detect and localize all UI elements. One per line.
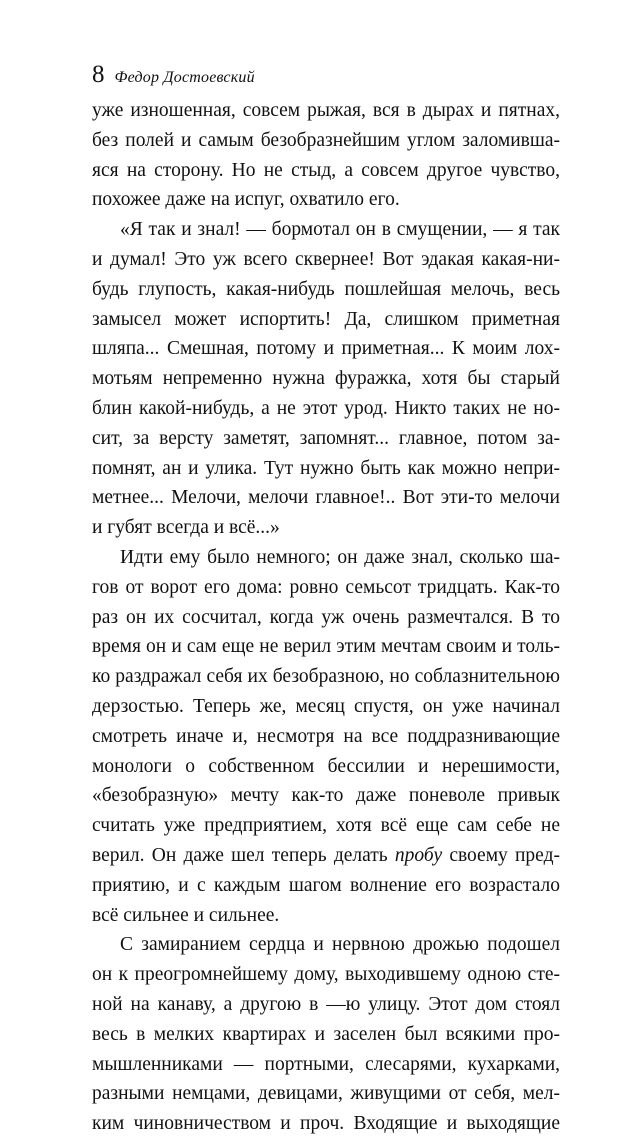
text-line: монологи о собственном бессилии и нерешимости, — [92, 755, 560, 777]
text-line: Идти ему было немного; он даже знал, сколько ша- — [120, 546, 560, 568]
text-line: шляпа... Смешная, потому и приметная... К моим лох- — [92, 338, 560, 360]
text-line: и губят всегда и всё...» — [92, 517, 280, 539]
text-line: смотреть иначе и, несмотря на все поддразнивающие — [92, 725, 560, 747]
text-line: гов от ворот его дома: ровно семьсот тридцать. Как-то — [92, 576, 560, 598]
text-line: «Я так и знал! — бормотал он в смущении, — я так — [120, 219, 560, 241]
text-line: помнят, ан и улика. Тут нужно быть как можно непри- — [92, 457, 560, 479]
text-line: всё сильнее и сильнее. — [92, 904, 280, 926]
text-line: считать уже предприятием, хотя всё еще сам себе не — [92, 815, 560, 837]
text-line: ким чиновничеством и проч. Входящие и выходящие — [92, 1113, 560, 1135]
text-line: мышленниками — портными, слесарями, кухарками, — [92, 1053, 560, 1075]
emphasized-word: пробу — [394, 844, 443, 866]
text-line: ко раздражал себя их безобразною, но соблазнительною — [92, 666, 560, 688]
running-head-author: Федор Достоевский — [114, 69, 255, 86]
text-line: сит, за версту заметят, запомнят... главное, потом за- — [92, 427, 560, 449]
text-line: замысел может испортить! Да, слишком приметная — [92, 308, 560, 330]
text-line: блин какой-нибудь, а не этот урод. Никто таких не но- — [92, 397, 560, 419]
body-text — [92, 96, 560, 1139]
text-line: раз он их сосчитал, когда уж очень размечтался. В то — [92, 606, 560, 628]
text-line: метнее... Мелочи, мелочи главное!.. Вот эти-то мелочи — [92, 487, 560, 509]
line-part: своему пред- — [442, 844, 560, 866]
text-line: и думал! Это уж всего сквернее! Вот эдакая какая-ни- — [92, 248, 560, 270]
text-line: дерзостью. Теперь же, месяц спустя, он уже начинал — [92, 695, 560, 717]
text-line: похожее даже на испуг, охватило его. — [92, 189, 400, 211]
text-line: время он и сам еще не верил этим мечтам своим и толь- — [92, 636, 560, 658]
text-line: «безобразную» мечту как-то даже поневоле привык — [92, 785, 560, 807]
text-line: приятию, и с каждым шагом волнение его возрастало — [92, 874, 560, 896]
text-line: будь глупость, какая-нибудь пошлейшая мелочь, весь — [92, 278, 560, 300]
text-line: ной на канаву, а другою в —ю улицу. Этот дом стоял — [92, 993, 560, 1015]
running-head — [92, 60, 560, 90]
text-line: весь в мелких квартирах и заселен был всякими про- — [92, 1023, 560, 1045]
book-page — [92, 60, 560, 1139]
page-number: 8 — [92, 61, 105, 88]
text-line: С замиранием сердца и нервною дрожью подошел — [120, 934, 560, 956]
text-line: он к преогромнейшему дому, выходившему одною сте- — [92, 964, 560, 986]
line-part: верил. Он даже шел теперь делать — [92, 844, 395, 866]
text-line: уже изношенная, совсем рыжая, вся в дырах и пятнах, — [92, 100, 560, 121]
text-line: мотьям непременно нужна фуражка, хотя бы старый — [92, 368, 560, 390]
text-line: без полей и самым безобразнейшим углом заломивша- — [92, 129, 560, 151]
text-line-with-emphasis — [92, 841, 560, 871]
text-line: яся на сторону. Но не стыд, а совсем другое чувство, — [92, 159, 560, 181]
text-line: разными немцами, девицами, живущими от себя, мел- — [92, 1083, 560, 1105]
